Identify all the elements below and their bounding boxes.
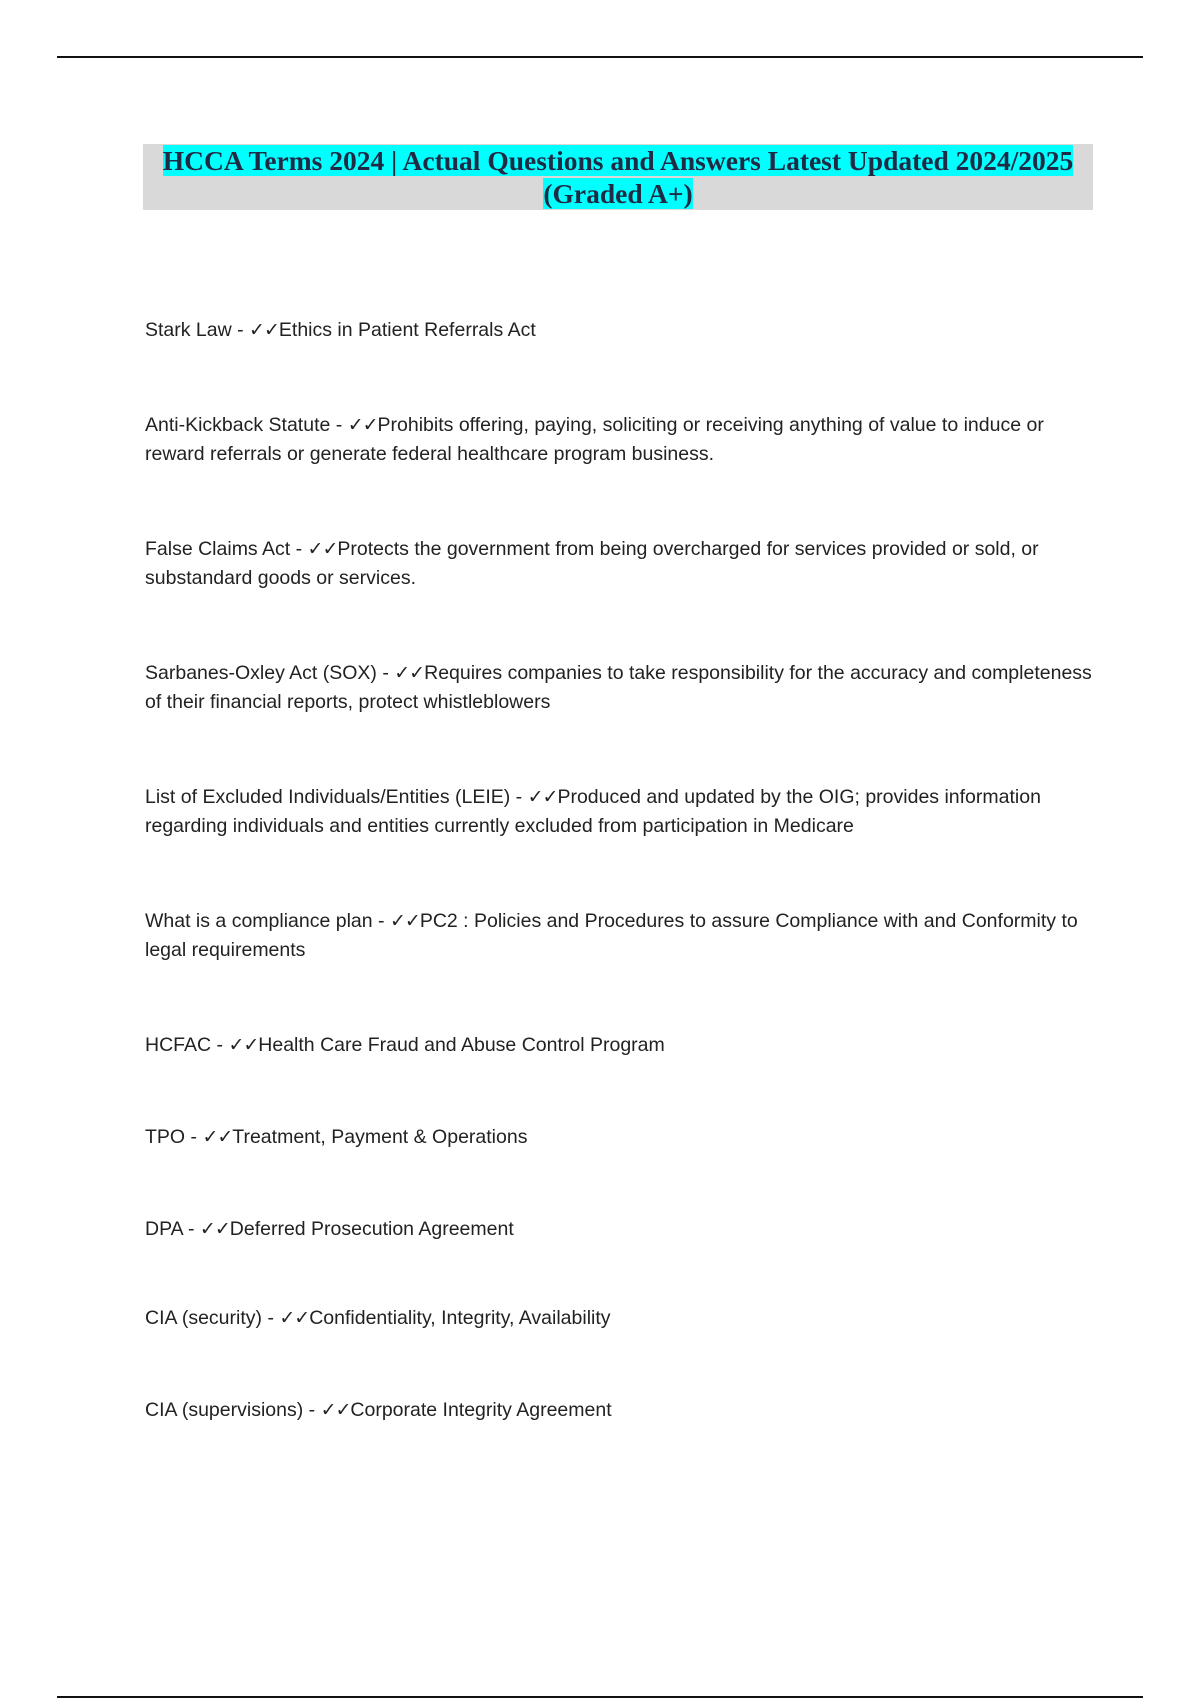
term-separator: -	[185, 1126, 203, 1148]
term-list	[145, 316, 1095, 1425]
term-definition: Ethics in Patient Referrals Act	[278, 319, 536, 341]
double-check-icon: ✓✓	[249, 319, 279, 341]
title-block	[143, 144, 1093, 210]
term-entry	[145, 316, 1095, 345]
term-name: Anti-Kickback Statute	[145, 414, 331, 436]
term-name: CIA (security)	[145, 1307, 263, 1329]
term-separator: -	[262, 1307, 280, 1329]
term-separator: -	[372, 910, 390, 932]
term-definition: Deferred Prosecution Agreement	[229, 1218, 514, 1240]
term-name: Stark Law	[145, 319, 232, 341]
term-name: List of Excluded Individuals/Entities (LEIE)	[145, 786, 511, 808]
double-check-icon: ✓✓	[347, 414, 378, 436]
bottom-rule	[57, 1696, 1143, 1698]
term-definition: Health Care Fraud and Abuse Control Program	[258, 1034, 665, 1056]
term-separator: -	[510, 786, 528, 808]
term-entry	[145, 1123, 1095, 1152]
term-name: False Claims Act	[145, 538, 291, 560]
double-check-icon: ✓✓	[199, 1218, 230, 1240]
term-definition: Protects the government from being overcharged for services provided or sold, or substandard goods or services.	[145, 538, 1039, 589]
term-definition: Corporate Integrity Agreement	[350, 1399, 612, 1421]
term-separator: -	[211, 1034, 229, 1056]
term-entry	[145, 1396, 1095, 1425]
document-title	[143, 144, 1093, 210]
term-definition: Prohibits offering, paying, soliciting or receiving anything of value to induce or reward referrals or generate federal healthcare program business.	[145, 414, 1044, 465]
double-check-icon: ✓✓	[389, 910, 420, 932]
term-name: Sarbanes-Oxley Act (SOX)	[145, 662, 377, 684]
term-entry	[145, 1215, 1095, 1244]
double-check-icon: ✓✓	[279, 1307, 310, 1329]
title-highlight: HCCA Terms 2024 | Actual Questions and Answers Latest Updated 2024/2025 (Graded A+)	[162, 145, 1074, 209]
term-entry	[145, 1304, 1095, 1333]
term-definition: Treatment, Payment & Operations	[232, 1126, 528, 1148]
term-separator: -	[290, 538, 308, 560]
term-entry	[145, 535, 1095, 593]
term-entry	[145, 411, 1095, 469]
term-separator: -	[376, 662, 395, 684]
term-name: HCFAC	[145, 1034, 212, 1056]
term-separator: -	[303, 1399, 321, 1421]
term-separator: -	[330, 414, 348, 436]
term-separator: -	[231, 319, 250, 341]
double-check-icon: ✓✓	[320, 1399, 351, 1421]
term-definition: Produced and updated by the OIG; provides information regarding individuals and entities currently excluded from participation in Medicare	[145, 786, 1041, 837]
term-entry	[145, 907, 1095, 965]
term-entry	[145, 659, 1095, 717]
term-name: DPA	[145, 1218, 183, 1240]
term-separator: -	[182, 1218, 200, 1240]
term-entry	[145, 1031, 1095, 1060]
term-definition: Confidentiality, Integrity, Availability	[309, 1307, 611, 1329]
term-name: TPO	[145, 1126, 186, 1148]
term-name: What is a compliance plan	[145, 910, 373, 932]
double-check-icon: ✓✓	[202, 1126, 233, 1148]
term-definition: PC2 : Policies and Procedures to assure Compliance with and Conformity to legal requirements	[145, 910, 1078, 961]
term-name: CIA (supervisions)	[145, 1399, 304, 1421]
double-check-icon: ✓✓	[394, 662, 425, 684]
double-check-icon: ✓✓	[527, 786, 558, 808]
double-check-icon: ✓✓	[228, 1034, 259, 1056]
double-check-icon: ✓✓	[307, 538, 338, 560]
term-definition: Requires companies to take responsibility for the accuracy and completeness of their financial reports, protect whistleblowers	[145, 662, 1092, 713]
top-rule	[57, 56, 1143, 58]
term-entry	[145, 783, 1095, 841]
